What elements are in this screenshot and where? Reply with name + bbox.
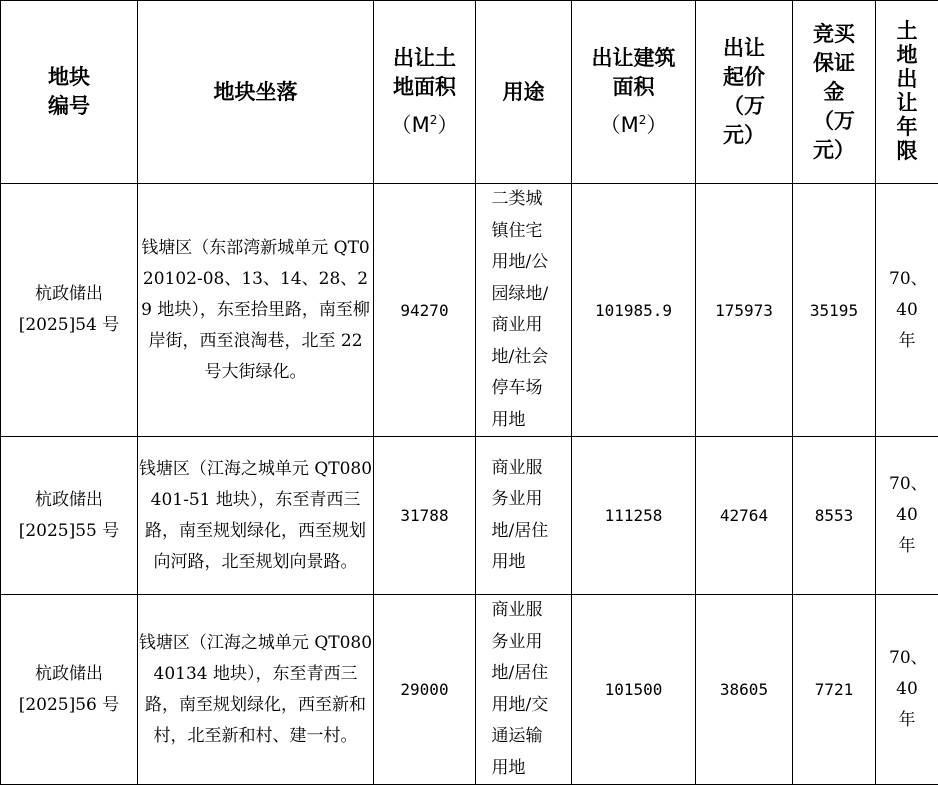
header-row (1, 1, 938, 184)
land-area-unit: $(M^2)$ (374, 106, 475, 140)
build-area-unit: $(M^2)$ (572, 106, 695, 140)
header-deposit: 竞买 保证 金 （万 元） (793, 1, 876, 184)
cell-location: 钱塘区（江海之城单元 QT08040134 地块），东至青西三路，南至规划绿化，西至新和村，北至新和村、建一村。 (138, 595, 374, 785)
table-row (1, 184, 938, 437)
cell-land-area: 29000 (374, 595, 476, 785)
cell-location: 钱塘区（东部湾新城单元 QT020102-08、13、14、28、29 地块），东至拾里路，南至柳岸街，西至浪淘巷，北至 22 号大街绿化。 (138, 184, 374, 437)
cell-term: 70、40年 (876, 595, 938, 785)
cell-deposit: 7721 (793, 595, 876, 785)
cell-deposit: 8553 (793, 437, 876, 595)
cell-build-area: 111258 (572, 437, 696, 595)
cell-use: 二类城镇住宅用地/公园绿地/商业用地/社会停车场用地 (476, 184, 572, 437)
cell-land-area: 94270 (374, 184, 476, 437)
cell-term: 70、40年 (876, 437, 938, 595)
cell-start-price: 175973 (696, 184, 793, 437)
header-use: 用途 (476, 1, 572, 184)
cell-build-area: 101500 (572, 595, 696, 785)
cell-start-price: 42764 (696, 437, 793, 595)
header-plot-no: 地块 编号 (1, 1, 138, 184)
cell-start-price: 38605 (696, 595, 793, 785)
table-row (1, 595, 938, 785)
header-start-price: 出让 起价 （万 元） (696, 1, 793, 184)
cell-use: 商业服务业用地/居住用地 (476, 437, 572, 595)
cell-use: 商业服务业用地/居住用地/交通运输用地 (476, 595, 572, 785)
header-land-area: 出让土 地面积 $(M^2)$ (374, 1, 476, 184)
table-row (1, 437, 938, 595)
cell-plot-no: 杭政储出 [2025]55 号 (1, 437, 138, 595)
header-term: 土地出让年限 (876, 1, 938, 184)
cell-location: 钱塘区（江海之城单元 QT080401-51 地块），东至青西三路，南至规划绿化，西至规划向河路，北至规划向景路。 (138, 437, 374, 595)
cell-term: 70、40年 (876, 184, 938, 437)
cell-build-area: 101985.9 (572, 184, 696, 437)
cell-plot-no: 杭政储出 [2025]56 号 (1, 595, 138, 785)
cell-plot-no: 杭政储出 [2025]54 号 (1, 184, 138, 437)
header-build-area: 出让建筑 面积 $(M^2)$ (572, 1, 696, 184)
cell-deposit: 35195 (793, 184, 876, 437)
header-location: 地块坐落 (138, 1, 374, 184)
cell-land-area: 31788 (374, 437, 476, 595)
